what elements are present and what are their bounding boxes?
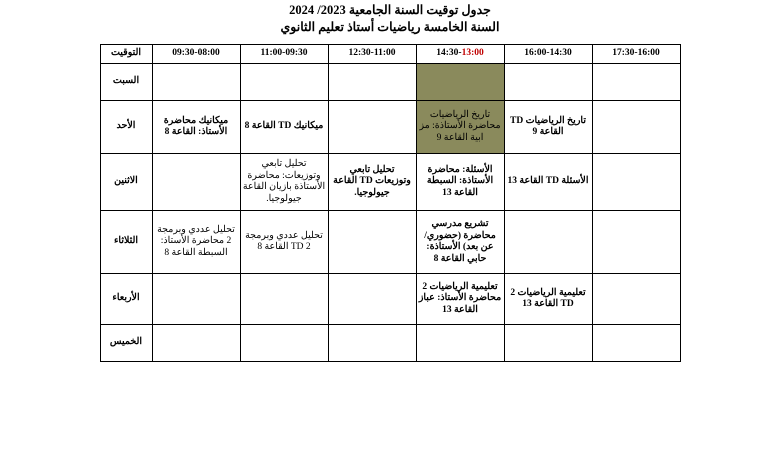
cell-sat-1230 — [328, 64, 416, 101]
timetable — [100, 44, 681, 362]
table-row — [100, 64, 680, 101]
cell-sat-1100 — [240, 64, 328, 101]
cell-mon-1730 — [592, 154, 680, 211]
cell-sun-1430: تاريخ الرياضيات محاضرة الأستاذة: مز ابية القاعة 9 — [416, 101, 504, 154]
day-label-monday: الاثنين — [100, 154, 152, 211]
cell-wed-1730 — [592, 274, 680, 325]
column-header-1300-suffix: 13:00 — [461, 48, 484, 59]
cell-thu-1230 — [328, 325, 416, 362]
cell-tue-1730 — [592, 211, 680, 274]
column-header-1600-1430: 16:00-14:30 — [504, 45, 592, 64]
cell-tue-0930: تحليل عددي وبرمجة 2 محاضرة الأستاذ: السبطة القاعة 8 — [152, 211, 240, 274]
cell-sun-1600: تاريخ الرياضيات TD القاعة 9 — [504, 101, 592, 154]
table-row — [100, 274, 680, 325]
day-label-thursday: الخميس — [100, 325, 152, 362]
column-header-1430-prefix: 14:30- — [436, 48, 462, 59]
column-header-0930-0800: 09:30-08:00 — [152, 45, 240, 64]
cell-thu-0930 — [152, 325, 240, 362]
cell-sun-1730 — [592, 101, 680, 154]
cell-wed-1430: تعليمية الرياضيات 2 محاضرة الأستاذ: عباز القاعة 13 — [416, 274, 504, 325]
cell-mon-1600: الأسئلة TD القاعة 13 — [504, 154, 592, 211]
page-title: جدول توقيت السنة الجامعية 2023/ 2024 — [289, 3, 491, 17]
cell-thu-1600 — [504, 325, 592, 362]
column-header-1230-1100: 12:30-11:00 — [328, 45, 416, 64]
cell-sun-0930: ميكانيك محاضرة الأستاذ: القاعة 8 — [152, 101, 240, 154]
cell-thu-1430 — [416, 325, 504, 362]
table-row — [100, 325, 680, 362]
cell-mon-1430: الأسئلة: محاضرة الأستاذة: السبطة القاعة 13 — [416, 154, 504, 211]
table-row — [100, 211, 680, 274]
table-row — [100, 154, 680, 211]
cell-wed-0930 — [152, 274, 240, 325]
column-header-1430-1300 — [416, 45, 504, 64]
cell-sat-1600 — [504, 64, 592, 101]
column-header-1730-1600: 17:30-16:00 — [592, 45, 680, 64]
page-subtitle: السنة الخامسة رياضيات أستاذ تعليم الثانوي — [280, 20, 500, 34]
cell-sat-1430 — [416, 64, 504, 101]
cell-tue-1600 — [504, 211, 592, 274]
table-header-row — [100, 45, 680, 64]
cell-wed-1600: تعليمية الرياضيات 2 TD القاعة 13 — [504, 274, 592, 325]
day-label-saturday: السبت — [100, 64, 152, 101]
cell-tue-1100: تحليل عددي وبرمجة 2 TD القاعة 8 — [240, 211, 328, 274]
column-header-time: التوقيت — [100, 45, 152, 64]
document-title-block — [0, 0, 780, 36]
cell-wed-1230 — [328, 274, 416, 325]
cell-thu-1100 — [240, 325, 328, 362]
cell-sun-1100: ميكانيك TD القاعة 8 — [240, 101, 328, 154]
cell-sun-1230 — [328, 101, 416, 154]
cell-mon-1100: تحليل تابعي وتوزيعات: محاضرة الأستاذة بازيان القاعة جيولوجيا. — [240, 154, 328, 211]
cell-sat-0930 — [152, 64, 240, 101]
day-label-wednesday: الأربعاء — [100, 274, 152, 325]
day-label-tuesday: الثلاثاء — [100, 211, 152, 274]
column-header-1100-0930: 11:00-09:30 — [240, 45, 328, 64]
cell-thu-1730 — [592, 325, 680, 362]
day-label-sunday: الأحد — [100, 101, 152, 154]
cell-sat-1730 — [592, 64, 680, 101]
table-row — [100, 101, 680, 154]
cell-wed-1100 — [240, 274, 328, 325]
cell-tue-1230 — [328, 211, 416, 274]
cell-mon-0930 — [152, 154, 240, 211]
cell-tue-1430: تشريع مدرسي محاضرة (حضوري/عن بعد) الأستاذة: حابي القاعة 8 — [416, 211, 504, 274]
cell-mon-1230: تحليل تابعي وتوزيعات TD القاعة جيولوجيا. — [328, 154, 416, 211]
